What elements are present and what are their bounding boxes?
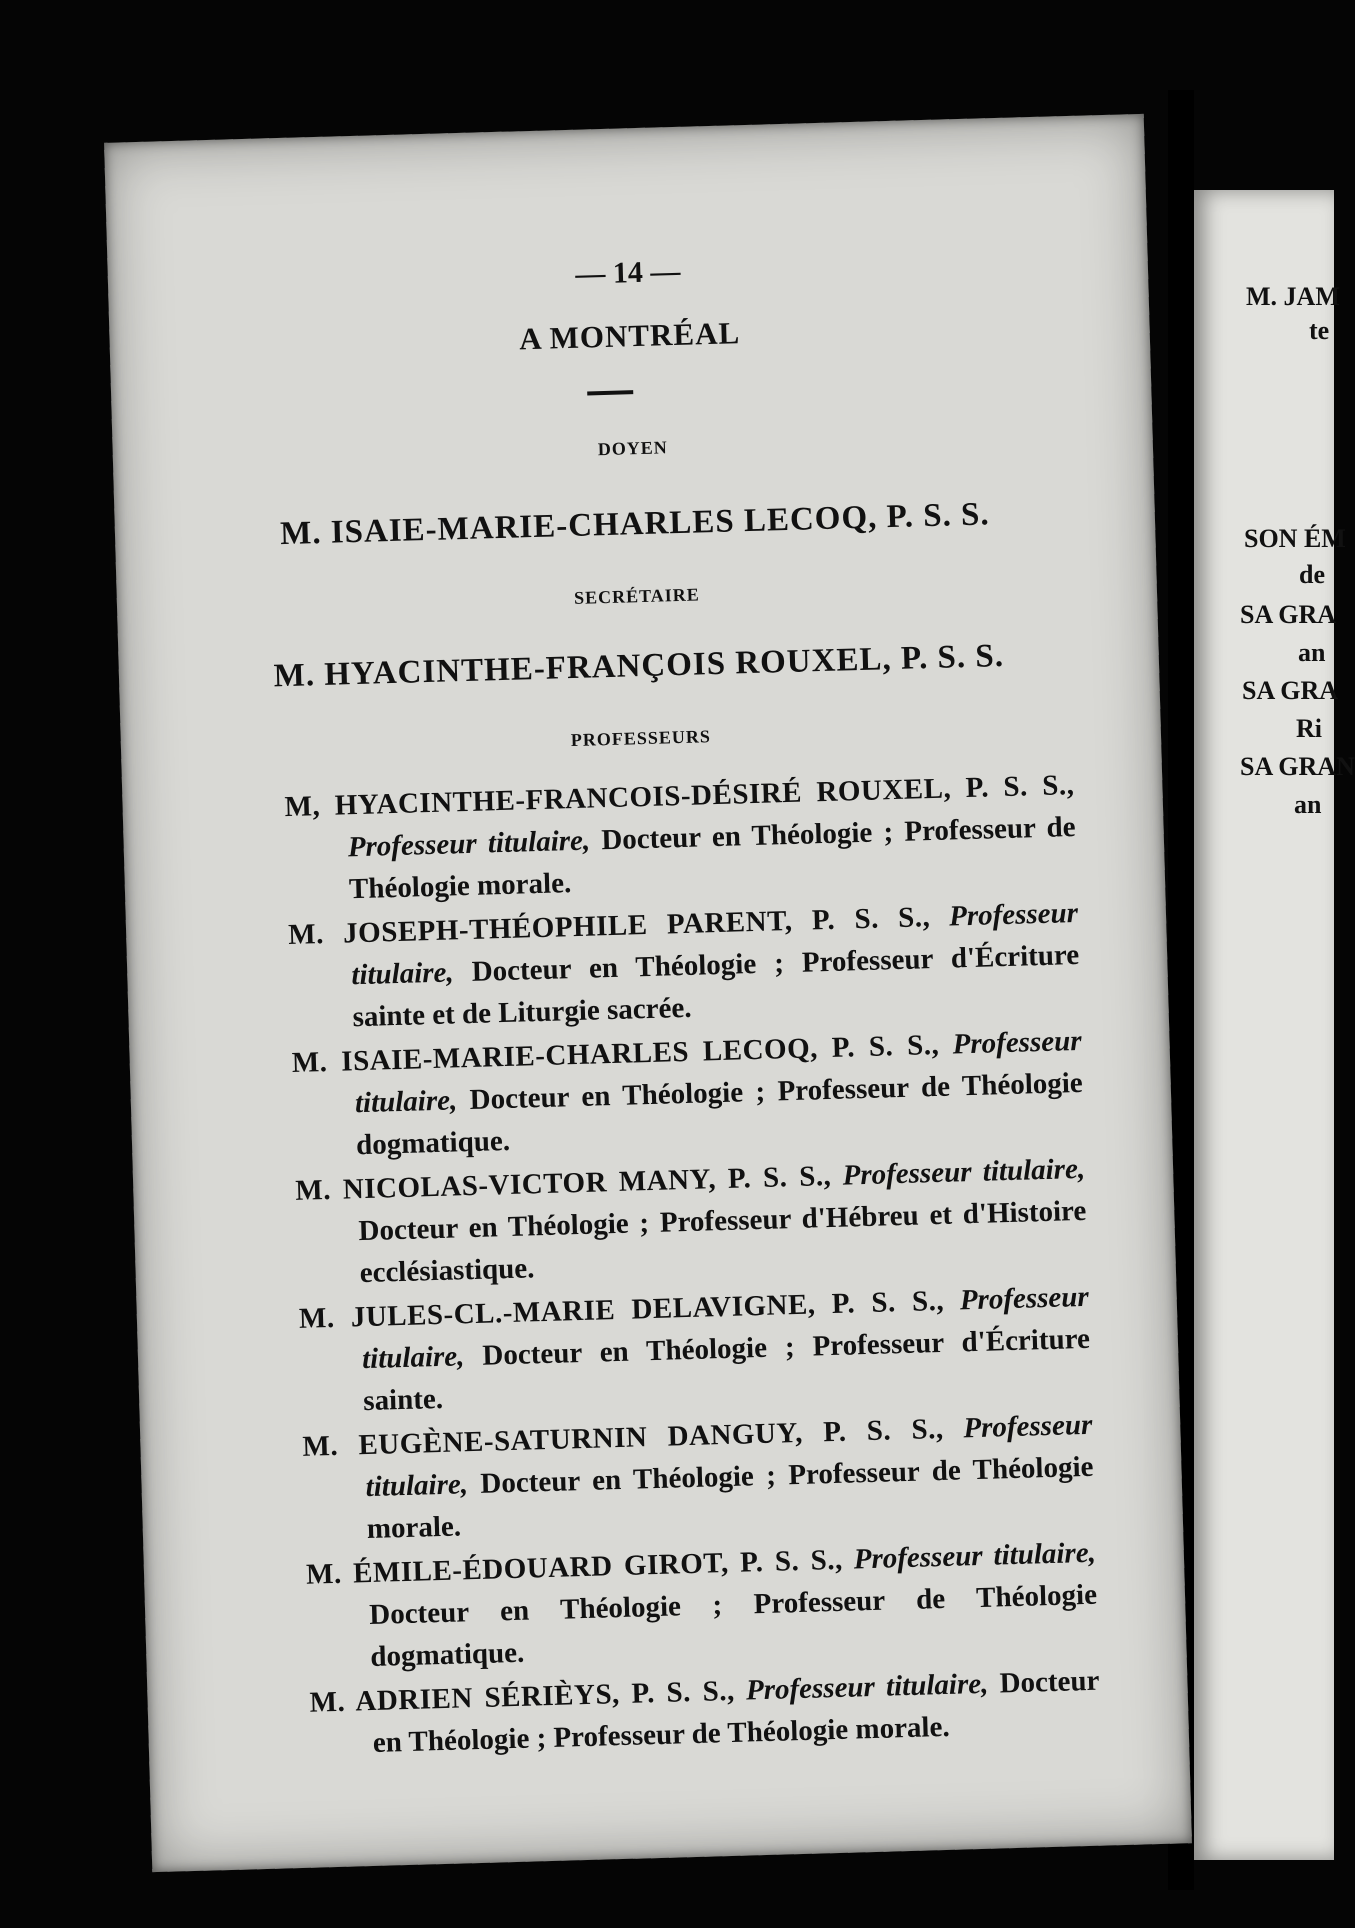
secretary-name: M. HYACINTHE-FRANÇOIS ROUXEL, P. S. S.: [273, 637, 1005, 695]
right-page-fragment: SON ÉM: [1244, 524, 1346, 553]
professor-title: Professeur titulaire,: [842, 1152, 1086, 1192]
professor-name: M. NICOLAS-VICTOR MANY, P. S. S.,: [294, 1159, 832, 1207]
professor-description: Docteur en Théologie ; Professeur de Théologie morale.: [372, 1664, 1100, 1759]
professor-entry: [288, 892, 1081, 1040]
professor-description: Docteur en Théologie ; Professeur de Théologie morale.: [348, 811, 1076, 906]
right-page-fragment: SA GRA: [1242, 676, 1339, 705]
professor-description: Docteur en Théologie ; Professeur d'Hébreu et d'Histoire ecclésiastique.: [358, 1194, 1087, 1290]
right-page-edge: [1194, 190, 1355, 1860]
right-page-fragment: an: [1294, 790, 1322, 819]
right-page-fragment: te: [1309, 316, 1330, 345]
professor-title: Professeur titulaire,: [347, 824, 591, 864]
professor-title: Professeur titulaire,: [853, 1536, 1097, 1576]
professor-entry: [295, 1148, 1088, 1296]
right-page-fragment: Ri: [1296, 714, 1322, 743]
professor-description: Docteur en Théologie ; Professeur de Théologie dogmatique.: [368, 1578, 1098, 1674]
professor-name: M, HYACINTHE-FRANCOIS-DÉSIRÉ ROUXEL, P. S. S.,: [284, 769, 1075, 824]
professor-entry: [284, 764, 1077, 912]
professors-heading: PROFESSEURS: [570, 726, 712, 751]
heading-rule: [587, 390, 633, 395]
professor-description: Docteur en Théologie ; Professeur de Théologie dogmatique.: [355, 1066, 1084, 1162]
professor-title: Professeur titulaire,: [361, 1280, 1090, 1376]
page-number: — 14 —: [574, 254, 681, 291]
professor-description: Docteur en Théologie ; Professeur d'Écriture sainte.: [362, 1322, 1091, 1418]
professor-name: M. EUGÈNE-SATURNIN DANGUY, P. S. S.,: [302, 1412, 945, 1463]
professor-name: M. ÉMILE-ÉDOUARD GIROT, P. S. S.,: [305, 1543, 844, 1591]
professor-title: Professeur titulaire,: [350, 896, 1079, 992]
right-page-fragment: SA GRA: [1240, 600, 1337, 629]
professor-title: Professeur titulaire,: [745, 1667, 989, 1707]
place-heading: A MONTRÉAL: [518, 315, 741, 357]
professor-title: Professeur titulaire,: [354, 1024, 1082, 1120]
professors-list: [284, 764, 1101, 1768]
dean-heading: DOYEN: [597, 437, 669, 460]
professor-title: Professeur titulaire,: [365, 1408, 1093, 1504]
dean-name: M. ISAIE-MARIE-CHARLES LECOQ, P. S. S.: [279, 496, 991, 553]
professor-entry: [302, 1404, 1095, 1552]
secretary-heading: SECRÉTAIRE: [573, 584, 701, 608]
left-page: [104, 114, 1192, 1872]
professor-description: Docteur en Théologie ; Professeur d'Écriture sainte et de Liturgie sacrée.: [352, 938, 1080, 1034]
professor-entry: [298, 1276, 1091, 1424]
professor-description: Docteur en Théologie ; Professeur de Théologie morale.: [366, 1450, 1094, 1546]
professor-entry: [306, 1532, 1099, 1680]
right-page-fragment: de: [1299, 560, 1325, 589]
professor-name: M. ADRIEN SÉRIÈYS, P. S. S.,: [309, 1674, 736, 1719]
right-page-fragment: an: [1298, 638, 1326, 667]
professor-name: M. ISAIE-MARIE-CHARLES LECOQ, P. S. S.,: [291, 1028, 940, 1079]
professor-name: M. JULES-CL.-MARIE DELAVIGNE, P. S. S.,: [298, 1284, 945, 1335]
professor-name: M. JOSEPH-THÉOPHILE PARENT, P. S. S.,: [287, 901, 931, 952]
right-page-fragment: M. JAM: [1246, 282, 1340, 311]
professor-entry: [291, 1020, 1084, 1168]
right-page-fragment: SA GRAN: [1240, 752, 1355, 781]
